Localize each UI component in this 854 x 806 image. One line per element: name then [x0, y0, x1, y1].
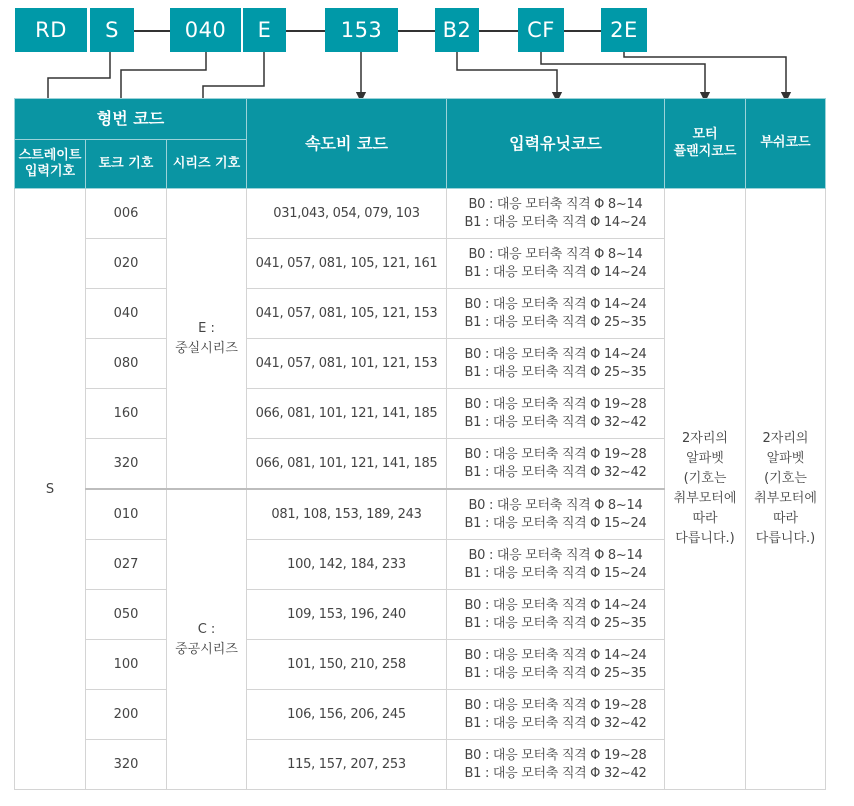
header-torque: 토크 기호	[86, 140, 167, 189]
note-line: 따라	[772, 511, 799, 527]
unit-cell	[447, 740, 665, 790]
unit-b0: B0 : 대응 모터축 직격 Φ 8~14	[468, 246, 643, 262]
series-solid-line1: E :	[198, 321, 215, 336]
note-line: 다릅니다.)	[755, 531, 816, 547]
straight-value: S	[15, 189, 86, 790]
unit-cell	[447, 389, 665, 439]
unit-cell	[447, 239, 665, 289]
unit-b0: B0 : 대응 모터축 직격 Φ 19~28	[464, 747, 647, 763]
torque-cell: 027	[86, 540, 167, 590]
series-hollow-line2: 중공시리즈	[175, 641, 238, 657]
ratio-cell: 031,043, 054, 079, 103	[247, 189, 447, 239]
code-box-ratio: 153	[325, 8, 398, 52]
note-line: 따라	[692, 511, 718, 527]
bush-note	[746, 189, 826, 790]
ratio-cell: 115, 157, 207, 253	[247, 740, 447, 790]
ratio-cell: 101, 150, 210, 258	[247, 640, 447, 690]
unit-b1: B1 : 대응 모터축 직격 Φ 32~42	[464, 414, 647, 430]
code-box-flange: CF	[518, 8, 564, 52]
torque-cell: 320	[86, 740, 167, 790]
header-motor-flange-line1: 모터	[692, 127, 718, 143]
note-line: 취부모터에	[673, 491, 737, 506]
unit-b0: B0 : 대응 모터축 직격 Φ 14~24	[464, 346, 647, 362]
note-line: 2자리의	[762, 430, 809, 446]
unit-b1: B1 : 대응 모터축 직격 Φ 15~24	[464, 515, 647, 531]
header-straight	[15, 140, 86, 189]
unit-cell	[447, 489, 665, 540]
note-line: (기호는	[764, 470, 807, 486]
unit-cell	[447, 189, 665, 239]
torque-cell: 080	[86, 339, 167, 389]
unit-b0: B0 : 대응 모터축 직격 Φ 14~24	[464, 597, 647, 613]
series-cell-solid	[167, 189, 247, 490]
note-line: 다릅니다.)	[675, 531, 735, 547]
series-cell-hollow	[167, 489, 247, 790]
code-box-rd: RD	[15, 8, 87, 52]
unit-b0: B0 : 대응 모터축 직격 Φ 8~14	[468, 497, 643, 513]
model-code-table	[14, 98, 826, 790]
note-line: 2자리의	[682, 430, 728, 446]
code-box-bush: 2E	[601, 8, 647, 52]
unit-b1: B1 : 대응 모터축 직격 Φ 14~24	[464, 264, 647, 280]
unit-b1: B1 : 대응 모터축 직격 Φ 25~35	[464, 665, 647, 681]
torque-cell: 040	[86, 289, 167, 339]
series-solid-line2: 중실시리즈	[175, 340, 238, 356]
torque-cell: 100	[86, 640, 167, 690]
header-series: 시리즈 기호	[167, 140, 247, 189]
unit-cell	[447, 640, 665, 690]
unit-b1: B1 : 대응 모터축 직격 Φ 14~24	[464, 214, 647, 230]
header-straight-line1: 스트레이트	[18, 147, 82, 163]
motor-flange-note	[665, 189, 746, 790]
unit-b1: B1 : 대응 모터축 직격 Φ 15~24	[464, 565, 647, 581]
unit-b1: B1 : 대응 모터축 직격 Φ 32~42	[464, 765, 647, 781]
unit-b0: B0 : 대응 모터축 직격 Φ 19~28	[464, 446, 647, 462]
header-straight-line2: 입력기호	[24, 164, 76, 179]
torque-cell: 006	[86, 189, 167, 239]
unit-b1: B1 : 대응 모터축 직격 Φ 32~42	[464, 464, 647, 480]
note-line: 알파벳	[766, 450, 805, 466]
unit-cell	[447, 289, 665, 339]
torque-cell: 010	[86, 489, 167, 540]
torque-cell: 160	[86, 389, 167, 439]
torque-cell: 200	[86, 690, 167, 740]
note-line: 취부모터에	[754, 491, 817, 506]
unit-cell	[447, 339, 665, 389]
header-model-code: 형번 코드	[15, 99, 247, 140]
unit-b1: B1 : 대응 모터축 직격 Φ 25~35	[464, 615, 647, 631]
unit-b0: B0 : 대응 모터축 직격 Φ 19~28	[464, 697, 647, 713]
ratio-cell: 066, 081, 101, 121, 141, 185	[247, 389, 447, 439]
ratio-cell: 106, 156, 206, 245	[247, 690, 447, 740]
unit-b0: B0 : 대응 모터축 직격 Φ 8~14	[468, 547, 643, 563]
ratio-cell: 100, 142, 184, 233	[247, 540, 447, 590]
note-line: (기호는	[683, 470, 727, 486]
ratio-cell: 081, 108, 153, 189, 243	[247, 489, 447, 540]
code-box-series: E	[243, 8, 286, 52]
series-hollow-line1: C :	[197, 622, 216, 637]
code-box-s: S	[89, 8, 134, 52]
note-line: 알파벳	[686, 450, 724, 466]
unit-b1: B1 : 대응 모터축 직격 Φ 32~42	[464, 715, 647, 731]
ratio-cell: 041, 057, 081, 105, 121, 161	[247, 239, 447, 289]
unit-b1: B1 : 대응 모터축 직격 Φ 25~35	[464, 314, 647, 330]
arrow-flange	[541, 52, 705, 97]
torque-cell: 020	[86, 239, 167, 289]
ratio-cell: 066, 081, 101, 121, 141, 185	[247, 439, 447, 490]
torque-cell: 320	[86, 439, 167, 490]
header-unit: 입력유닛코드	[447, 99, 665, 189]
unit-b0: B0 : 대응 모터축 직격 Φ 8~14	[468, 196, 643, 212]
unit-cell	[447, 690, 665, 740]
header-motor-flange	[665, 99, 746, 189]
header-bush: 부쉬코드	[746, 99, 826, 189]
code-box-unit: B2	[435, 8, 479, 52]
unit-cell	[447, 590, 665, 640]
torque-cell: 050	[86, 590, 167, 640]
unit-cell	[447, 540, 665, 590]
unit-b0: B0 : 대응 모터축 직격 Φ 14~24	[464, 296, 647, 312]
ratio-cell: 041, 057, 081, 105, 121, 153	[247, 289, 447, 339]
unit-b0: B0 : 대응 모터축 직격 Φ 14~24	[464, 647, 647, 663]
header-ratio: 속도비 코드	[247, 99, 447, 189]
unit-cell	[447, 439, 665, 490]
ratio-cell: 109, 153, 196, 240	[247, 590, 447, 640]
unit-b1: B1 : 대응 모터축 직격 Φ 25~35	[464, 364, 647, 380]
code-box-torque: 040	[170, 8, 241, 52]
header-motor-flange-line2: 플랜지코드	[673, 143, 737, 159]
arrow-unit	[457, 52, 557, 97]
unit-b0: B0 : 대응 모터축 직격 Φ 19~28	[464, 396, 647, 412]
ratio-cell: 041, 057, 081, 101, 121, 153	[247, 339, 447, 389]
